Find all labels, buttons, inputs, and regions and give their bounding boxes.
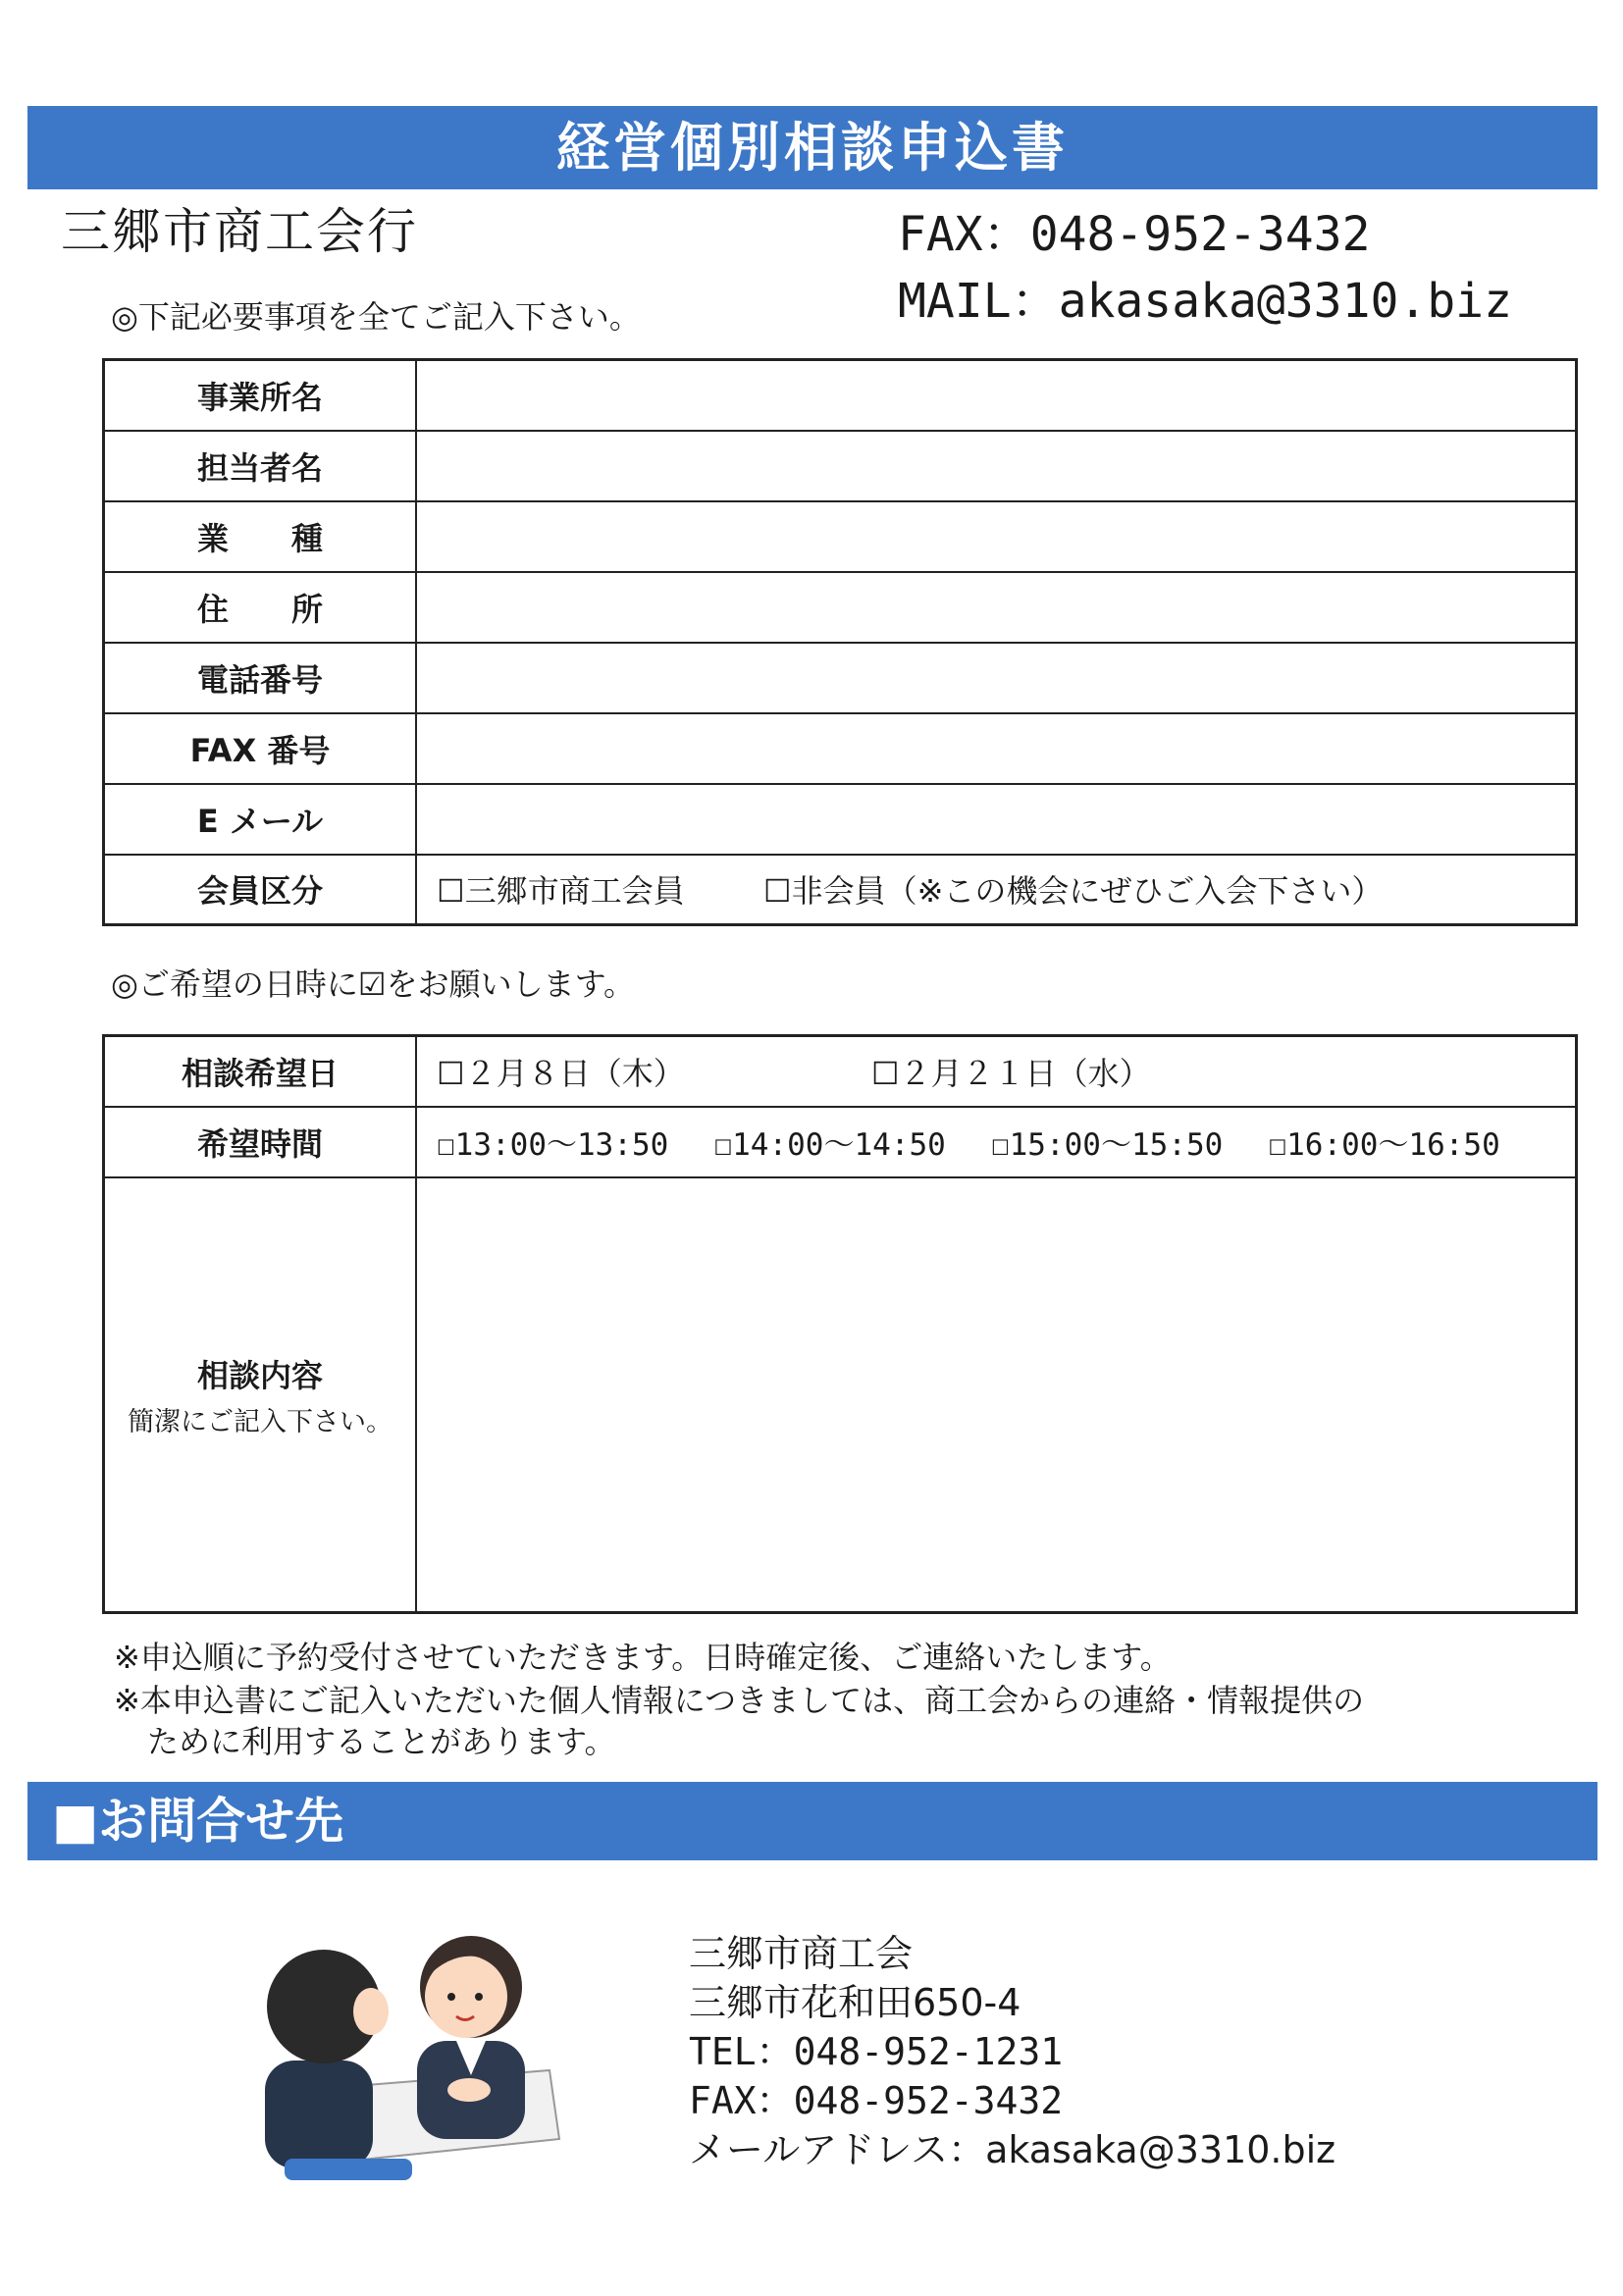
contact-org-name: 三郷市商工会 — [689, 1932, 914, 1975]
date-options — [416, 1036, 1577, 1107]
date-option-feb21[interactable]: ☐２月２１日（水） — [870, 1054, 1151, 1092]
phone-label: 電話番号 — [104, 643, 417, 713]
time-option-1500[interactable]: ☐15:00～15:50 — [990, 1127, 1224, 1163]
man-face-side — [353, 1988, 389, 2035]
schedule-table — [102, 1034, 1578, 1614]
header-fax: FAX：048-952-3432 — [898, 207, 1371, 262]
time-option-1600[interactable]: ☐16:00～16:50 — [1268, 1127, 1500, 1163]
recipient: 三郷市商工会行 — [61, 203, 418, 260]
contact-mail: メールアドレス：akasaka@3310.biz — [689, 2128, 1336, 2171]
table-row — [104, 501, 1577, 572]
phone-field[interactable] — [416, 643, 1577, 713]
contact-banner — [27, 1782, 1597, 1860]
woman-hands — [447, 2078, 491, 2102]
instruction-fill-all: ◎下記必要事項を全てご記入下さい。 — [111, 298, 641, 336]
table-row — [104, 713, 1577, 784]
contact-tel: TEL：048-952-1231 — [689, 2030, 1064, 2073]
fax-field[interactable] — [416, 713, 1577, 784]
contact-fax: FAX：048-952-3432 — [689, 2079, 1064, 2122]
contact-person-field[interactable] — [416, 431, 1577, 501]
instruction-check-datetime: ◎ご希望の日時に☑をお願いします。 — [111, 965, 636, 1003]
header-mail: MAIL：akasaka@3310.biz — [898, 274, 1512, 329]
table-row — [104, 784, 1577, 855]
address-label: 住 所 — [104, 572, 417, 643]
business-name-label: 事業所名 — [104, 360, 417, 431]
time-option-1400[interactable]: ☐14:00～14:50 — [713, 1127, 946, 1163]
contact-heading: ■お問合せ先 — [52, 1793, 344, 1850]
note-privacy: ※本申込書にご記入いただいた個人情報につきましては、商工会からの連絡・情報提供の — [114, 1682, 1365, 1719]
applicant-table — [102, 358, 1578, 926]
man-body — [265, 2061, 373, 2168]
woman-eye-left — [447, 1993, 455, 2001]
industry-field[interactable] — [416, 501, 1577, 572]
time-option-1300[interactable]: ☐13:00～13:50 — [437, 1127, 669, 1163]
chair-seat — [285, 2159, 412, 2180]
industry-label: 業 種 — [104, 501, 417, 572]
table-row — [104, 1107, 1577, 1177]
contact-person-label: 担当者名 — [104, 431, 417, 501]
table-row — [104, 855, 1577, 925]
time-options — [416, 1107, 1577, 1177]
date-option-feb8[interactable]: ☐２月８日（木） — [437, 1054, 685, 1092]
consultation-illustration — [245, 1894, 569, 2198]
consult-content-field[interactable] — [416, 1177, 1577, 1613]
consult-content-title: 相談内容 — [196, 1356, 323, 1394]
email-field[interactable] — [416, 784, 1577, 855]
table-row — [104, 431, 1577, 501]
non-member-checkbox[interactable]: ☐非会員（※この機会にぜひご入会下さい） — [762, 872, 1384, 911]
note-privacy-cont: ために利用することがあります。 — [147, 1723, 616, 1760]
table-row — [104, 643, 1577, 713]
business-name-field[interactable] — [416, 360, 1577, 431]
consult-content-hint: 簡潔にご記入下さい。 — [128, 1406, 393, 1437]
page-title: 経営個別相談申込書 — [556, 117, 1069, 179]
table-row — [104, 1177, 1577, 1613]
contact-address: 三郷市花和田650-4 — [689, 1981, 1021, 2024]
membership-options — [416, 855, 1577, 925]
woman-eye-right — [475, 1993, 483, 2001]
member-checkbox[interactable]: ☐三郷市商工会員 — [437, 872, 685, 911]
note-reservation: ※申込順に予約受付させていただきます。日時確定後、ご連絡いたします。 — [114, 1639, 1172, 1676]
table-row — [104, 572, 1577, 643]
date-label: 相談希望日 — [104, 1036, 417, 1107]
email-label: E メール — [104, 784, 417, 855]
title-banner — [27, 106, 1597, 189]
address-field[interactable] — [416, 572, 1577, 643]
table-row — [104, 360, 1577, 431]
consult-content-label — [104, 1177, 417, 1613]
table-row — [104, 1036, 1577, 1107]
fax-label: FAX 番号 — [104, 713, 417, 784]
membership-label: 会員区分 — [104, 855, 417, 925]
time-label: 希望時間 — [104, 1107, 417, 1177]
